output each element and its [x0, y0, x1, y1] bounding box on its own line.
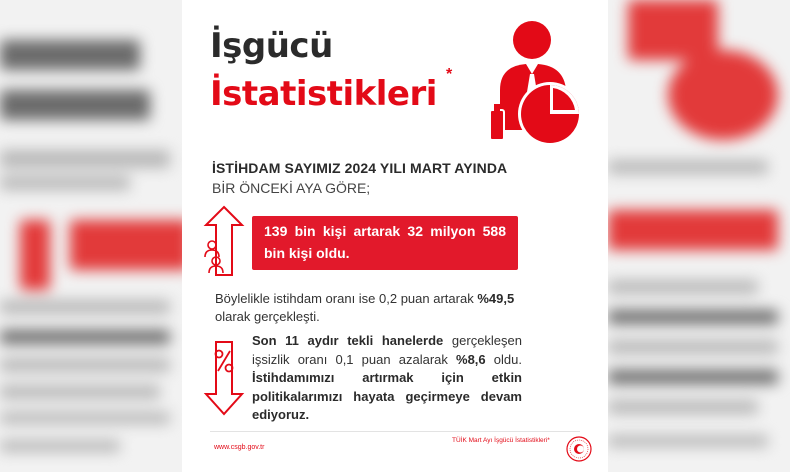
blurred-background-left — [0, 0, 182, 472]
highlight-box: 139 bin kişi artarak 32 milyon 588 bin kişi oldu. — [252, 216, 518, 270]
source-note: TÜİK Mart Ayı İşgücü İstatistikleri* — [452, 437, 550, 444]
percent-arrow-down-icon — [202, 340, 246, 416]
title-line-2: İstatistikleri — [210, 74, 437, 114]
footer-divider — [210, 431, 580, 432]
arrow-up-icon — [202, 205, 246, 277]
employment-rate-paragraph — [215, 290, 515, 326]
person-chart-icon — [486, 18, 590, 150]
blurred-background-right — [608, 0, 790, 472]
paragraph2-bold-c: İstihdamımızı artırmak için etkin politikalarımızı hayata geçirmeye devam ediyoruz. — [252, 370, 522, 422]
unemployment-rate-value: %8,6 — [456, 351, 486, 367]
section-subheading: BİR ÖNCEKİ AYA GÖRE; — [212, 180, 371, 196]
paragraph2-text-a: gerçekleşen işsizlik oranı 0,1 puan azalarak — [252, 333, 522, 367]
paragraph1-text-b: olarak gerçekleşti. — [215, 309, 320, 324]
ministry-seal-icon — [566, 436, 592, 462]
paragraph2-text-b: oldu. — [485, 351, 522, 367]
people-icon — [205, 241, 223, 273]
employment-rate-value: %49,5 — [477, 291, 515, 306]
unemployment-paragraph — [252, 332, 522, 425]
infographic-card — [182, 0, 608, 472]
title-line-1: İşgücü — [210, 26, 333, 66]
section-heading: İSTİHDAM SAYIMIZ 2024 YILI MART AYINDA — [212, 160, 508, 176]
paragraph1-text-a: Böylelikle istihdam oranı ise 0,2 puan artarak — [215, 291, 478, 306]
title-asterisk: * — [446, 66, 453, 83]
website-link[interactable]: www.csgb.gov.tr — [214, 444, 265, 451]
paragraph2-bold-a: Son 11 aydır tekli hanelerde — [252, 333, 444, 348]
